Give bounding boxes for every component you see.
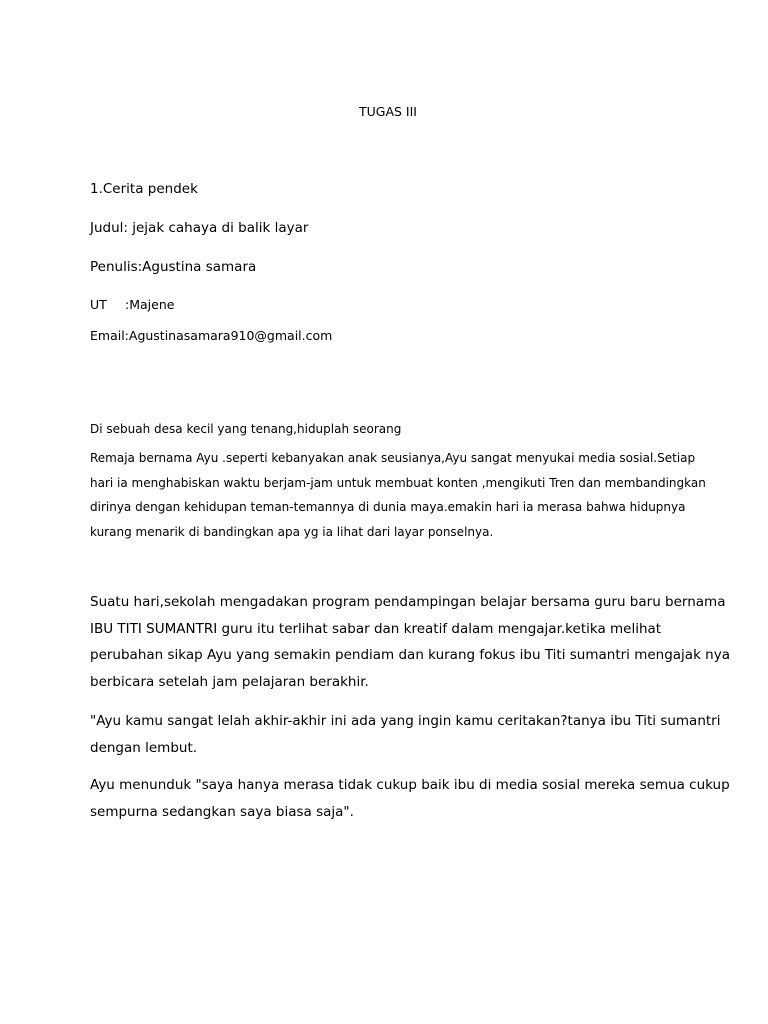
- paragraph-1-line: hari ia menghabiskan waktu berjam-jam untuk membuat konten ,mengikuti Tren dan membandingkan: [90, 475, 706, 490]
- intro-line: Di sebuah desa kecil yang tenang,hiduplah seorang: [90, 422, 402, 436]
- paragraph-2-line: perubahan sikap Ayu yang semakin pendiam dan kurang fokus ibu Titi sumantri mengajak nya: [90, 647, 731, 663]
- paragraph-4-line: sempurna sedangkan saya biasa saja".: [90, 803, 354, 820]
- paragraph-1-line: Remaja bernama Ayu .seperti kebanyakan anak seusianya,Ayu sangat menyukai media sosial.Setiap: [90, 451, 696, 465]
- paragraph-2: [90, 589, 730, 695]
- ut-label: UT: [90, 297, 107, 312]
- email-line: Email:Agustinasamara910@gmail.com: [90, 328, 333, 343]
- paragraph-3: [90, 708, 720, 761]
- ut-value: :Majene: [125, 297, 175, 312]
- paragraph-4-line: Ayu menunduk "saya hanya merasa tidak cukup baik ibu di media sosial mereka semua cukup: [90, 777, 730, 793]
- paragraph-2-line: berbicara setelah jam pelajaran berakhir.: [90, 673, 369, 690]
- paragraph-3-line: "Ayu kamu sangat lelah akhir-akhir ini ada yang ingin kamu ceritakan?tanya ibu Titi sumantri: [90, 713, 721, 729]
- section-heading: 1.Cerita pendek: [90, 181, 198, 197]
- paragraph-2-line: IBU TITI SUMANTRI guru itu terlihat sabar dan kreatif dalam mengajar.ketika melihat: [90, 620, 662, 637]
- paragraph-2-line: Suatu hari,sekolah mengadakan program pendampingan belajar bersama guru baru bernama: [90, 594, 726, 610]
- document-title: TUGAS III: [359, 104, 417, 119]
- paragraph-3-line: dengan lembut.: [90, 739, 198, 756]
- paragraph-1-line: dirinya dengan kehidupan teman-temannya di dunia maya.emakin hari ia merasa bahwa hidupnya: [90, 500, 686, 514]
- author-line: Penulis:Agustina samara: [90, 259, 257, 275]
- paragraph-1: [90, 446, 706, 544]
- story-title-line: Judul: jejak cahaya di balik layar: [90, 220, 309, 236]
- paragraph-4: [90, 772, 730, 825]
- ut-line: [90, 297, 174, 312]
- paragraph-1-line: kurang menarik di bandingkan apa yg ia lihat dari layar ponselnya.: [90, 524, 494, 539]
